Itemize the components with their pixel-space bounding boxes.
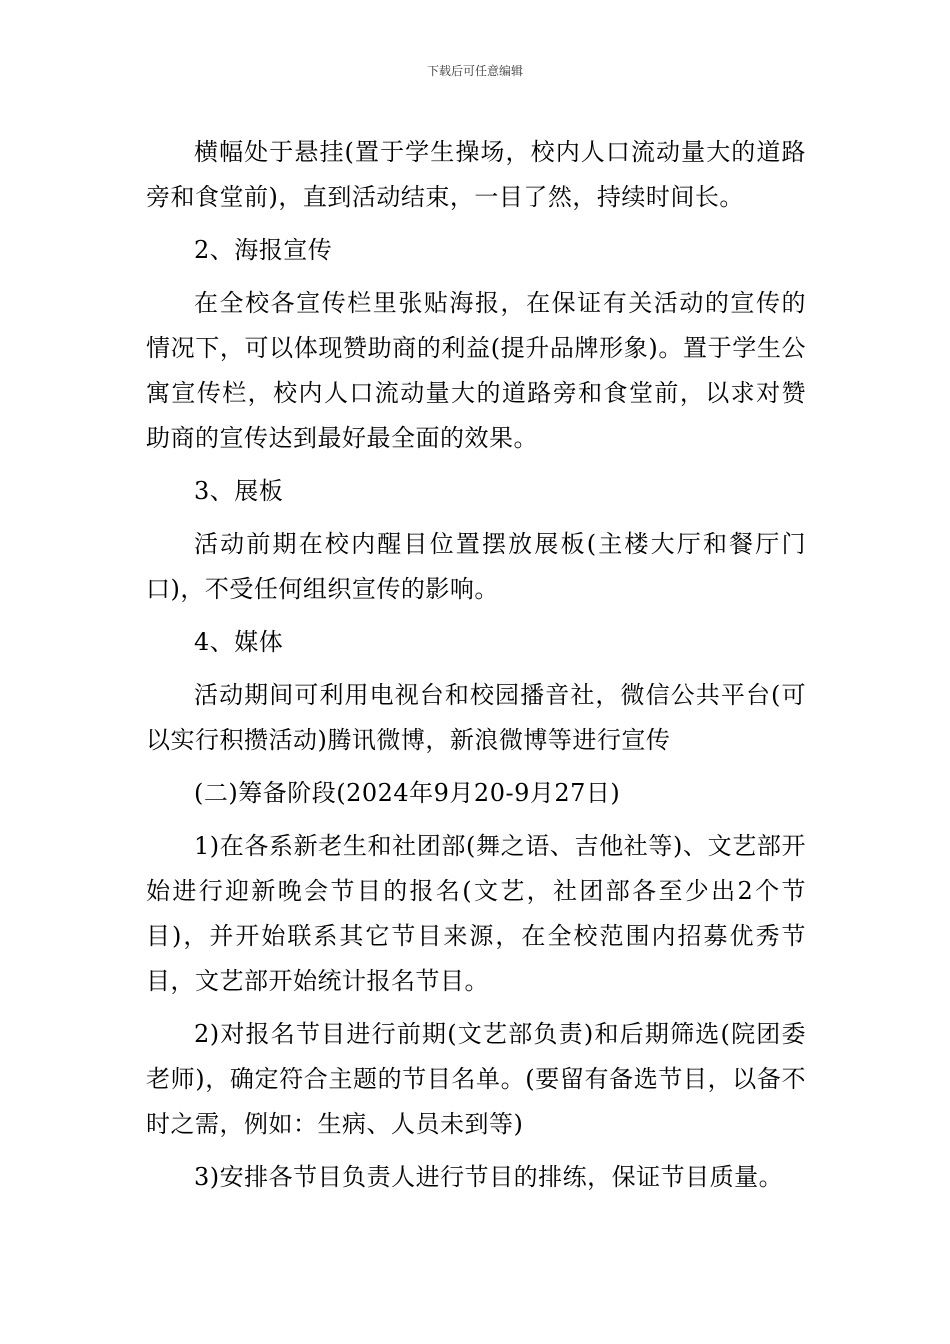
heading-display-board: 3、展板	[194, 477, 284, 505]
paragraph-poster: 在全校各宣传栏里张贴海报，在保证有关活动的宣传的情况下，可以体现赞助商的利益(提升品牌形象)。置于学生公寓宣传栏，校内人口流动量大的道路旁和食堂前，以求对赞助商的宣传达到最好最全面的效果。	[146, 289, 806, 452]
heading-poster: 2、海报宣传	[194, 236, 333, 264]
paragraph-step-2: 2)对报名节目进行前期(文艺部负责)和后期筛选(院团委老师)，确定符合主题的节目名单。(要留有备选节目，以备不时之需，例如：生病、人员未到等)	[146, 1020, 806, 1138]
heading-media: 4、媒体	[194, 628, 284, 656]
page-header: 下载后可任意编辑	[426, 64, 523, 78]
paragraph-step-1: 1)在各系新老生和社团部(舞之语、吉他社等)、文艺部开始进行迎新晚会节目的报名(文艺，社团部各至少出2个节目)，并开始联系其它节目来源，在全校范围内招募优秀节目，文艺部开始统计报名节目。	[146, 832, 806, 995]
paragraph-step-3: 3)安排各节目负责人进行节目的排练，保证节目质量。	[194, 1163, 784, 1191]
heading-preparation-stage: (二)筹备阶段(2024年9月20-9月27日)	[194, 779, 621, 807]
paragraph-display-board: 活动前期在校内醒目位置摆放展板(主楼大厅和餐厅门口)，不受任何组织宣传的影响。	[146, 530, 806, 603]
paragraph-media: 活动期间可利用电视台和校园播音社，微信公共平台(可以实行积攒活动)腾讯微博，新浪微博等进行宣传	[146, 681, 806, 754]
paragraph-banner: 横幅处于悬挂(置于学生操场，校内人口流动量大的道路旁和食堂前)，直到活动结束，一目了然，持续时间长。	[146, 138, 806, 211]
document-body	[146, 130, 806, 1208]
